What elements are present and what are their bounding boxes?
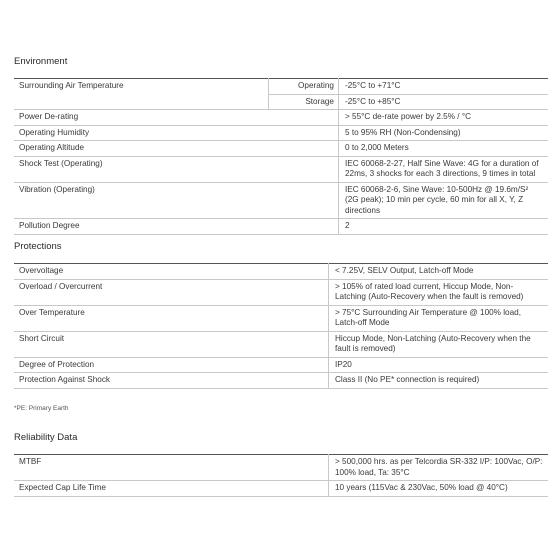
row-value: 0 to 2,000 Meters — [339, 141, 549, 157]
row-value: 5 to 95% RH (Non-Condensing) — [339, 125, 549, 141]
environment-table — [14, 78, 548, 235]
table-row — [14, 156, 548, 182]
row-label: Operating Altitude — [14, 141, 339, 157]
table-row — [14, 373, 548, 389]
table-row — [14, 279, 548, 305]
table-row — [14, 331, 548, 357]
table-row — [14, 182, 548, 219]
row-label: Expected Cap Life Time — [14, 481, 329, 497]
table-row — [14, 110, 548, 126]
reliability-table — [14, 454, 548, 497]
table-row — [14, 79, 548, 95]
table-row — [14, 481, 548, 497]
row-value: IEC 60068-2-6, Sine Wave: 10-500Hz @ 19.6m/S² (2G peak); 10 min per cycle, 60 min for all X, Y, Z directions — [339, 182, 549, 219]
row-value: Hiccup Mode, Non-Latching (Auto-Recovery when the fault is removed) — [329, 331, 549, 357]
row-label: Over Temperature — [14, 305, 329, 331]
row-sublabel: Operating — [269, 79, 339, 95]
footnote: *PE: Primary Earth — [14, 405, 69, 412]
table-row — [14, 455, 548, 481]
protections-table — [14, 263, 548, 389]
protections-title: Protections — [14, 241, 62, 252]
row-label: MTBF — [14, 455, 329, 481]
row-label: Vibration (Operating) — [14, 182, 339, 219]
row-value: > 105% of rated load current, Hiccup Mode, Non-Latching (Auto-Recovery when the fault is removed) — [329, 279, 549, 305]
row-value: 10 years (115Vac & 230Vac, 50% load @ 40°C) — [329, 481, 549, 497]
row-label: Pollution Degree — [14, 219, 339, 235]
table-row — [14, 305, 548, 331]
row-label: Short Circuit — [14, 331, 329, 357]
row-value: IEC 60068-2-27, Half Sine Wave: 4G for a duration of 22ms, 3 shocks for each 3 directions, 9 times in total — [339, 156, 549, 182]
table-row — [14, 141, 548, 157]
row-label: Shock Test (Operating) — [14, 156, 339, 182]
row-value: > 500,000 hrs. as per Telcordia SR-332 I/P: 100Vac, O/P: 100% load, Ta: 35°C — [329, 455, 549, 481]
row-value: > 75°C Surrounding Air Temperature @ 100% load, Latch-off Mode — [329, 305, 549, 331]
environment-title: Environment — [14, 56, 68, 67]
table-row — [14, 357, 548, 373]
row-label: Operating Humidity — [14, 125, 339, 141]
row-sublabel: Storage — [269, 94, 339, 110]
table-row — [14, 264, 548, 280]
row-label: Protection Against Shock — [14, 373, 329, 389]
row-label: Overload / Overcurrent — [14, 279, 329, 305]
row-label: Power De-rating — [14, 110, 339, 126]
table-row — [14, 125, 548, 141]
row-label: Overvoltage — [14, 264, 329, 280]
row-value: -25°C to +85°C — [339, 94, 549, 110]
row-value: Class II (No PE* connection is required) — [329, 373, 549, 389]
row-value: < 7.25V, SELV Output, Latch-off Mode — [329, 264, 549, 280]
row-label: Surrounding Air Temperature — [14, 79, 269, 110]
row-value: > 55°C de-rate power by 2.5% / °C — [339, 110, 549, 126]
table-row — [14, 219, 548, 235]
reliability-title: Reliability Data — [14, 432, 78, 443]
row-value: -25°C to +71°C — [339, 79, 549, 95]
row-label: Degree of Protection — [14, 357, 329, 373]
row-value: IP20 — [329, 357, 549, 373]
row-value: 2 — [339, 219, 549, 235]
